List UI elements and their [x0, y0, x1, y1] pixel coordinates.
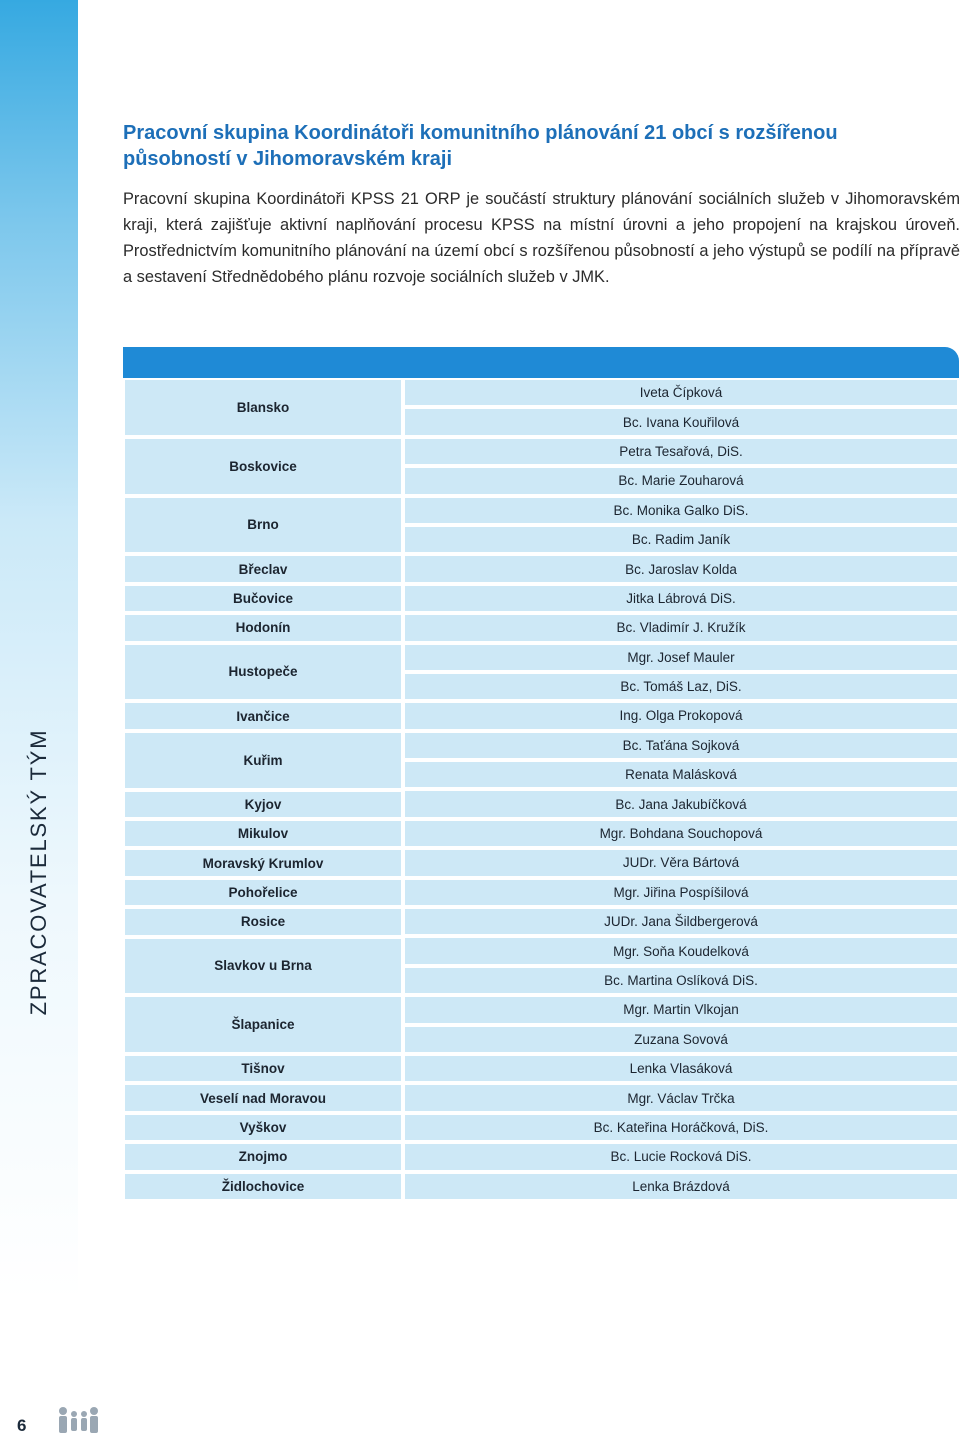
coordinator-cell: Renata Malásková [405, 762, 957, 787]
coordinator-cell: JUDr. Jana Šildbergerová [405, 909, 957, 934]
coordinator-cell: Bc. Tomáš Laz, DiS. [405, 674, 957, 699]
coordinator-cell: Mgr. Martin Vlkojan [405, 997, 957, 1022]
town-cell: Blansko [125, 380, 401, 435]
coordinator-column [405, 380, 957, 1199]
page-title: Pracovní skupina Koordinátoři komunitního plánování 21 obcí s rozšířenou působností v Jihomoravském kraji [123, 122, 838, 170]
town-cell: Pohořelice [125, 880, 401, 905]
team-table [123, 378, 959, 1205]
coordinator-cell: Jitka Lábrová DiS. [405, 586, 957, 611]
table-header-bar [123, 347, 959, 378]
page-number: 6 [17, 1416, 27, 1435]
town-cell: Boskovice [125, 439, 401, 494]
town-cell: Kuřim [125, 733, 401, 788]
coordinator-cell: Bc. Jana Jakubíčková [405, 791, 957, 816]
coordinator-cell: Lenka Vlasáková [405, 1056, 957, 1081]
town-cell: Hustopeče [125, 645, 401, 700]
coordinator-cell: Mgr. Josef Mauler [405, 645, 957, 670]
town-cell: Hodonín [125, 615, 401, 640]
town-column [125, 380, 401, 1199]
coordinator-cell: Bc. Kateřina Horáčková, DiS. [405, 1115, 957, 1140]
coordinator-cell: Bc. Ivana Kouřilová [405, 409, 957, 434]
sidebar-label: ZPRACOVATELSKÝ TÝM [26, 728, 51, 1016]
sidebar-band [0, 0, 78, 1436]
town-cell: Veselí nad Moravou [125, 1085, 401, 1110]
coordinator-cell: Lenka Brázdová [405, 1174, 957, 1199]
coordinator-cell: Bc. Radim Janík [405, 527, 957, 552]
coordinator-cell: Mgr. Soňa Koudelková [405, 938, 957, 963]
town-cell: Brno [125, 498, 401, 553]
coordinator-cell: Bc. Monika Galko DiS. [405, 498, 957, 523]
coordinator-cell: Zuzana Sovová [405, 1027, 957, 1052]
town-cell: Bučovice [125, 586, 401, 611]
coordinator-cell: Mgr. Václav Trčka [405, 1085, 957, 1110]
coordinator-cell: Petra Tesařová, DiS. [405, 439, 957, 464]
town-cell: Židlochovice [125, 1174, 401, 1199]
town-cell: Mikulov [125, 821, 401, 846]
town-cell: Slavkov u Brna [125, 939, 401, 994]
town-cell: Ivančice [125, 703, 401, 728]
coordinator-cell: Bc. Lucie Rocková DiS. [405, 1144, 957, 1169]
coordinator-cell: Bc. Taťána Sojková [405, 733, 957, 758]
town-cell: Tišnov [125, 1056, 401, 1081]
coordinator-cell: Ing. Olga Prokopová [405, 703, 957, 728]
town-cell: Šlapanice [125, 997, 401, 1052]
coordinator-cell: Bc. Marie Zouharová [405, 468, 957, 493]
town-cell: Vyškov [125, 1115, 401, 1140]
coordinator-cell: Bc. Martina Oslíková DiS. [405, 968, 957, 993]
town-cell: Břeclav [125, 556, 401, 581]
coordinator-cell: Iveta Čípková [405, 380, 957, 405]
intro-paragraph: Pracovní skupina Koordinátoři KPSS 21 ORP je součástí struktury plánování sociálních služeb v Jihomoravském kraji, která zajišťuje aktivní naplňování procesu KPSS na místní úrovni a jeho propojení na krajskou úroveň. Prostřednictvím komunitního plánování na území obcí s rozšířenou působností a jeho výstupů se podílí na přípravě a sestavení Střednědobého plánu rozvoje sociálních služeb v JMK. [123, 190, 960, 286]
coordinator-cell: Mgr. Jiřina Pospíšilová [405, 880, 957, 905]
coordinator-cell: Bc. Vladimír J. Kružík [405, 615, 957, 640]
town-cell: Rosice [125, 909, 401, 934]
coordinator-cell: JUDr. Věra Bártová [405, 850, 957, 875]
family-icon [56, 1405, 100, 1435]
town-cell: Znojmo [125, 1144, 401, 1169]
coordinator-cell: Mgr. Bohdana Souchopová [405, 821, 957, 846]
coordinator-cell: Bc. Jaroslav Kolda [405, 556, 957, 581]
town-cell: Moravský Krumlov [125, 850, 401, 875]
town-cell: Kyjov [125, 792, 401, 817]
